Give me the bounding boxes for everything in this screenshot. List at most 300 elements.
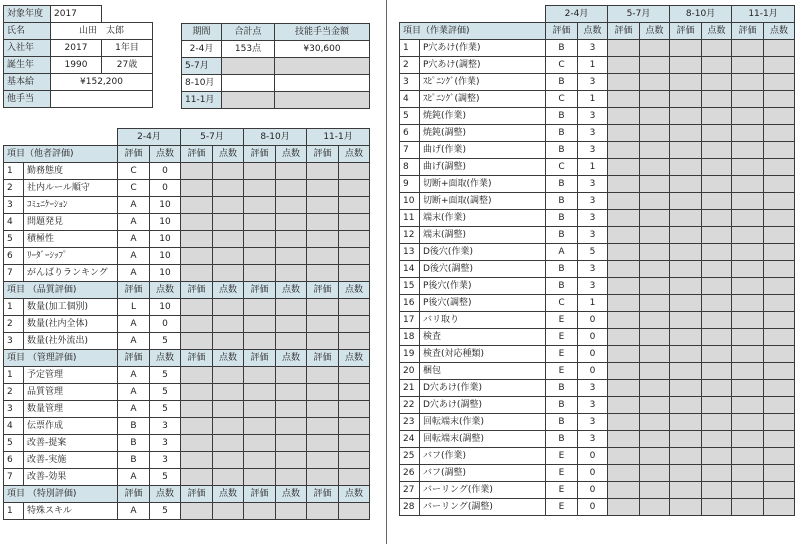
score-value[interactable] xyxy=(640,142,670,159)
score-value[interactable] xyxy=(213,452,244,469)
eval-value[interactable] xyxy=(608,91,640,108)
score-value[interactable]: 3 xyxy=(578,125,608,142)
eval-value[interactable] xyxy=(307,214,339,231)
score-value[interactable] xyxy=(702,74,732,91)
score-value[interactable]: 3 xyxy=(150,452,181,469)
name-value[interactable]: 山田 太郎 xyxy=(51,23,153,40)
eval-value[interactable] xyxy=(181,418,213,435)
score-value[interactable] xyxy=(702,57,732,74)
eval-value[interactable] xyxy=(244,503,276,520)
eval-value[interactable]: B xyxy=(546,380,578,397)
score-value[interactable]: 0 xyxy=(150,180,181,197)
score-value[interactable]: 5 xyxy=(150,401,181,418)
eval-value[interactable] xyxy=(608,176,640,193)
eval-value[interactable] xyxy=(307,248,339,265)
eval-value[interactable]: C xyxy=(546,159,578,176)
score-value[interactable]: 1 xyxy=(578,57,608,74)
eval-value[interactable] xyxy=(670,91,702,108)
score-value[interactable] xyxy=(276,197,307,214)
score-value[interactable] xyxy=(702,363,732,380)
score-value[interactable] xyxy=(339,265,370,282)
eval-value[interactable] xyxy=(732,193,764,210)
score-value[interactable] xyxy=(213,333,244,350)
eval-value[interactable] xyxy=(670,210,702,227)
eval-value[interactable]: C xyxy=(546,295,578,312)
score-value[interactable]: 10 xyxy=(150,231,181,248)
eval-value[interactable]: E xyxy=(546,465,578,482)
eval-value[interactable] xyxy=(732,91,764,108)
eval-value[interactable] xyxy=(670,176,702,193)
score-value[interactable] xyxy=(764,397,795,414)
score-value[interactable] xyxy=(640,176,670,193)
eval-value[interactable]: B xyxy=(546,210,578,227)
score-value[interactable] xyxy=(276,503,307,520)
score-value[interactable]: 10 xyxy=(150,265,181,282)
eval-value[interactable] xyxy=(244,265,276,282)
eval-value[interactable] xyxy=(732,278,764,295)
score-value[interactable] xyxy=(764,431,795,448)
eval-value[interactable]: B xyxy=(546,261,578,278)
year-value[interactable]: 2017 xyxy=(51,6,102,23)
summary-allowance[interactable]: ¥30,600 xyxy=(275,41,370,58)
score-value[interactable] xyxy=(702,91,732,108)
eval-value[interactable]: C xyxy=(118,163,150,180)
score-value[interactable] xyxy=(339,214,370,231)
score-value[interactable] xyxy=(339,180,370,197)
score-value[interactable] xyxy=(764,482,795,499)
score-value[interactable] xyxy=(702,108,732,125)
eval-value[interactable] xyxy=(181,469,213,486)
eval-value[interactable] xyxy=(670,397,702,414)
eval-value[interactable] xyxy=(244,231,276,248)
eval-value[interactable] xyxy=(181,316,213,333)
eval-value[interactable]: A xyxy=(118,248,150,265)
summary-total[interactable] xyxy=(222,58,275,75)
score-value[interactable] xyxy=(640,431,670,448)
score-value[interactable] xyxy=(339,452,370,469)
score-value[interactable] xyxy=(213,435,244,452)
score-value[interactable] xyxy=(640,40,670,57)
eval-value[interactable]: E xyxy=(546,363,578,380)
eval-value[interactable] xyxy=(608,329,640,346)
eval-value[interactable] xyxy=(244,316,276,333)
eval-value[interactable]: E xyxy=(546,346,578,363)
score-value[interactable] xyxy=(276,231,307,248)
score-value[interactable]: 0 xyxy=(578,312,608,329)
eval-value[interactable] xyxy=(608,278,640,295)
summary-total[interactable] xyxy=(222,75,275,92)
score-value[interactable] xyxy=(702,346,732,363)
other-value[interactable] xyxy=(51,91,153,108)
eval-value[interactable]: L xyxy=(118,299,150,316)
score-value[interactable] xyxy=(764,193,795,210)
eval-value[interactable]: A xyxy=(118,316,150,333)
eval-value[interactable] xyxy=(307,316,339,333)
eval-value[interactable]: E xyxy=(546,482,578,499)
score-value[interactable] xyxy=(640,312,670,329)
score-value[interactable]: 3 xyxy=(578,176,608,193)
eval-value[interactable] xyxy=(732,108,764,125)
score-value[interactable] xyxy=(640,499,670,516)
salary-value[interactable]: ¥152,200 xyxy=(51,74,153,91)
summary-allowance[interactable] xyxy=(275,58,370,75)
score-value[interactable]: 5 xyxy=(150,367,181,384)
score-value[interactable] xyxy=(276,418,307,435)
summary-total[interactable] xyxy=(222,92,275,109)
summary-allowance[interactable] xyxy=(275,75,370,92)
score-value[interactable] xyxy=(213,163,244,180)
eval-value[interactable] xyxy=(608,40,640,57)
score-value[interactable] xyxy=(276,316,307,333)
eval-value[interactable]: B xyxy=(118,452,150,469)
score-value[interactable] xyxy=(640,125,670,142)
score-value[interactable] xyxy=(339,316,370,333)
eval-value[interactable]: B xyxy=(546,142,578,159)
eval-value[interactable] xyxy=(244,435,276,452)
eval-value[interactable] xyxy=(608,74,640,91)
score-value[interactable] xyxy=(702,448,732,465)
score-value[interactable]: 3 xyxy=(150,435,181,452)
score-value[interactable] xyxy=(213,316,244,333)
eval-value[interactable] xyxy=(732,431,764,448)
score-value[interactable] xyxy=(764,278,795,295)
score-value[interactable] xyxy=(213,384,244,401)
score-value[interactable] xyxy=(276,248,307,265)
score-value[interactable]: 0 xyxy=(578,499,608,516)
score-value[interactable] xyxy=(640,363,670,380)
eval-value[interactable] xyxy=(307,197,339,214)
score-value[interactable] xyxy=(702,210,732,227)
score-value[interactable] xyxy=(764,346,795,363)
eval-value[interactable] xyxy=(670,329,702,346)
eval-value[interactable] xyxy=(181,503,213,520)
eval-value[interactable] xyxy=(307,469,339,486)
eval-value[interactable] xyxy=(181,180,213,197)
eval-value[interactable] xyxy=(608,57,640,74)
score-value[interactable] xyxy=(276,452,307,469)
score-value[interactable]: 0 xyxy=(578,465,608,482)
eval-value[interactable] xyxy=(608,193,640,210)
eval-value[interactable]: A xyxy=(118,265,150,282)
eval-value[interactable] xyxy=(181,367,213,384)
score-value[interactable] xyxy=(640,397,670,414)
score-value[interactable]: 5 xyxy=(150,503,181,520)
eval-value[interactable] xyxy=(307,163,339,180)
eval-value[interactable] xyxy=(732,312,764,329)
eval-value[interactable] xyxy=(181,163,213,180)
eval-value[interactable] xyxy=(181,214,213,231)
eval-value[interactable]: B xyxy=(546,74,578,91)
score-value[interactable] xyxy=(276,333,307,350)
score-value[interactable] xyxy=(339,384,370,401)
eval-value[interactable]: E xyxy=(546,499,578,516)
eval-value[interactable] xyxy=(307,401,339,418)
eval-value[interactable] xyxy=(307,265,339,282)
score-value[interactable] xyxy=(276,180,307,197)
eval-value[interactable] xyxy=(670,312,702,329)
summary-allowance[interactable] xyxy=(275,92,370,109)
score-value[interactable] xyxy=(764,261,795,278)
eval-value[interactable] xyxy=(244,452,276,469)
score-value[interactable] xyxy=(702,244,732,261)
eval-value[interactable] xyxy=(732,74,764,91)
eval-value[interactable] xyxy=(732,465,764,482)
eval-value[interactable] xyxy=(608,125,640,142)
eval-value[interactable] xyxy=(670,159,702,176)
eval-value[interactable] xyxy=(732,329,764,346)
eval-value[interactable] xyxy=(608,312,640,329)
score-value[interactable] xyxy=(702,176,732,193)
eval-value[interactable] xyxy=(181,384,213,401)
score-value[interactable] xyxy=(702,499,732,516)
eval-value[interactable] xyxy=(181,265,213,282)
score-value[interactable] xyxy=(276,163,307,180)
score-value[interactable] xyxy=(339,231,370,248)
eval-value[interactable] xyxy=(244,384,276,401)
eval-value[interactable] xyxy=(670,227,702,244)
eval-value[interactable] xyxy=(181,333,213,350)
eval-value[interactable] xyxy=(670,465,702,482)
score-value[interactable] xyxy=(702,397,732,414)
eval-value[interactable]: B xyxy=(546,278,578,295)
score-value[interactable]: 5 xyxy=(150,384,181,401)
score-value[interactable] xyxy=(213,503,244,520)
score-value[interactable] xyxy=(640,278,670,295)
score-value[interactable]: 3 xyxy=(578,397,608,414)
eval-value[interactable] xyxy=(608,414,640,431)
eval-value[interactable] xyxy=(608,244,640,261)
eval-value[interactable] xyxy=(732,346,764,363)
eval-value[interactable] xyxy=(307,367,339,384)
score-value[interactable] xyxy=(764,108,795,125)
eval-value[interactable] xyxy=(670,108,702,125)
eval-value[interactable]: E xyxy=(546,312,578,329)
score-value[interactable]: 3 xyxy=(578,40,608,57)
score-value[interactable]: 5 xyxy=(150,469,181,486)
score-value[interactable]: 1 xyxy=(578,91,608,108)
score-value[interactable] xyxy=(702,482,732,499)
eval-value[interactable] xyxy=(670,278,702,295)
score-value[interactable] xyxy=(640,74,670,91)
eval-value[interactable]: A xyxy=(546,244,578,261)
eval-value[interactable] xyxy=(244,401,276,418)
score-value[interactable] xyxy=(764,74,795,91)
score-value[interactable] xyxy=(764,448,795,465)
eval-value[interactable] xyxy=(307,452,339,469)
eval-value[interactable] xyxy=(732,227,764,244)
score-value[interactable] xyxy=(640,91,670,108)
eval-value[interactable] xyxy=(181,248,213,265)
eval-value[interactable] xyxy=(244,367,276,384)
eval-value[interactable]: B xyxy=(546,125,578,142)
score-value[interactable]: 3 xyxy=(150,418,181,435)
score-value[interactable]: 1 xyxy=(578,295,608,312)
eval-value[interactable] xyxy=(608,482,640,499)
score-value[interactable] xyxy=(764,312,795,329)
score-value[interactable] xyxy=(339,333,370,350)
eval-value[interactable] xyxy=(608,346,640,363)
score-value[interactable] xyxy=(640,482,670,499)
eval-value[interactable] xyxy=(181,401,213,418)
score-value[interactable] xyxy=(213,231,244,248)
score-value[interactable]: 3 xyxy=(578,210,608,227)
eval-value[interactable] xyxy=(244,333,276,350)
score-value[interactable]: 3 xyxy=(578,414,608,431)
score-value[interactable]: 3 xyxy=(578,108,608,125)
score-value[interactable] xyxy=(702,278,732,295)
score-value[interactable] xyxy=(640,57,670,74)
eval-value[interactable] xyxy=(307,299,339,316)
eval-value[interactable]: A xyxy=(118,469,150,486)
eval-value[interactable] xyxy=(307,231,339,248)
score-value[interactable] xyxy=(213,469,244,486)
eval-value[interactable] xyxy=(732,57,764,74)
eval-value[interactable] xyxy=(732,414,764,431)
score-value[interactable] xyxy=(276,435,307,452)
eval-value[interactable] xyxy=(732,210,764,227)
score-value[interactable] xyxy=(640,227,670,244)
score-value[interactable] xyxy=(702,125,732,142)
eval-value[interactable]: B xyxy=(118,435,150,452)
eval-value[interactable] xyxy=(732,261,764,278)
eval-value[interactable]: B xyxy=(546,397,578,414)
eval-value[interactable]: A xyxy=(118,333,150,350)
score-value[interactable] xyxy=(702,465,732,482)
eval-value[interactable] xyxy=(608,159,640,176)
eval-value[interactable] xyxy=(732,244,764,261)
eval-value[interactable] xyxy=(307,384,339,401)
eval-value[interactable]: B xyxy=(546,414,578,431)
score-value[interactable] xyxy=(276,384,307,401)
score-value[interactable] xyxy=(640,244,670,261)
eval-value[interactable] xyxy=(732,363,764,380)
eval-value[interactable] xyxy=(244,299,276,316)
score-value[interactable] xyxy=(764,40,795,57)
eval-value[interactable] xyxy=(181,231,213,248)
score-value[interactable] xyxy=(702,261,732,278)
score-value[interactable] xyxy=(276,214,307,231)
eval-value[interactable]: A xyxy=(118,214,150,231)
score-value[interactable] xyxy=(764,176,795,193)
score-value[interactable] xyxy=(764,363,795,380)
eval-value[interactable] xyxy=(732,142,764,159)
eval-value[interactable] xyxy=(670,346,702,363)
score-value[interactable] xyxy=(702,142,732,159)
score-value[interactable] xyxy=(764,465,795,482)
eval-value[interactable]: B xyxy=(546,176,578,193)
eval-value[interactable]: B xyxy=(546,193,578,210)
eval-value[interactable] xyxy=(244,163,276,180)
eval-value[interactable] xyxy=(732,40,764,57)
score-value[interactable] xyxy=(339,418,370,435)
score-value[interactable] xyxy=(764,295,795,312)
eval-value[interactable]: B xyxy=(546,40,578,57)
score-value[interactable] xyxy=(764,244,795,261)
eval-value[interactable] xyxy=(181,452,213,469)
score-value[interactable] xyxy=(764,227,795,244)
score-value[interactable]: 10 xyxy=(150,299,181,316)
score-value[interactable] xyxy=(702,159,732,176)
score-value[interactable] xyxy=(213,180,244,197)
eval-value[interactable]: E xyxy=(546,448,578,465)
eval-value[interactable] xyxy=(670,295,702,312)
eval-value[interactable] xyxy=(244,418,276,435)
eval-value[interactable]: A xyxy=(118,384,150,401)
score-value[interactable] xyxy=(702,193,732,210)
eval-value[interactable]: A xyxy=(118,367,150,384)
score-value[interactable]: 0 xyxy=(578,346,608,363)
eval-value[interactable]: A xyxy=(118,231,150,248)
score-value[interactable] xyxy=(339,367,370,384)
score-value[interactable]: 1 xyxy=(578,159,608,176)
eval-value[interactable] xyxy=(608,380,640,397)
score-value[interactable] xyxy=(276,401,307,418)
score-value[interactable] xyxy=(702,295,732,312)
eval-value[interactable]: B xyxy=(118,418,150,435)
score-value[interactable] xyxy=(213,418,244,435)
eval-value[interactable] xyxy=(670,380,702,397)
eval-value[interactable] xyxy=(181,299,213,316)
score-value[interactable] xyxy=(276,265,307,282)
score-value[interactable] xyxy=(339,197,370,214)
eval-value[interactable] xyxy=(608,397,640,414)
score-value[interactable] xyxy=(764,142,795,159)
score-value[interactable]: 0 xyxy=(150,163,181,180)
eval-value[interactable] xyxy=(732,295,764,312)
eval-value[interactable] xyxy=(670,125,702,142)
eval-value[interactable] xyxy=(732,499,764,516)
score-value[interactable] xyxy=(213,401,244,418)
score-value[interactable] xyxy=(640,448,670,465)
score-value[interactable] xyxy=(213,248,244,265)
eval-value[interactable] xyxy=(608,227,640,244)
join-value[interactable]: 2017 xyxy=(51,40,102,57)
score-value[interactable] xyxy=(640,108,670,125)
score-value[interactable]: 3 xyxy=(578,278,608,295)
eval-value[interactable] xyxy=(608,431,640,448)
eval-value[interactable] xyxy=(670,193,702,210)
eval-value[interactable]: A xyxy=(118,401,150,418)
score-value[interactable]: 0 xyxy=(578,448,608,465)
eval-value[interactable]: B xyxy=(546,108,578,125)
eval-value[interactable] xyxy=(307,180,339,197)
score-value[interactable]: 3 xyxy=(578,142,608,159)
score-value[interactable] xyxy=(764,57,795,74)
score-value[interactable] xyxy=(702,380,732,397)
eval-value[interactable] xyxy=(732,176,764,193)
eval-value[interactable] xyxy=(670,431,702,448)
eval-value[interactable] xyxy=(670,244,702,261)
score-value[interactable] xyxy=(764,499,795,516)
score-value[interactable] xyxy=(276,367,307,384)
eval-value[interactable] xyxy=(181,197,213,214)
score-value[interactable] xyxy=(764,329,795,346)
eval-value[interactable] xyxy=(732,380,764,397)
eval-value[interactable] xyxy=(670,142,702,159)
eval-value[interactable] xyxy=(181,435,213,452)
eval-value[interactable] xyxy=(307,435,339,452)
eval-value[interactable] xyxy=(732,482,764,499)
eval-value[interactable] xyxy=(608,499,640,516)
eval-value[interactable]: E xyxy=(546,329,578,346)
eval-value[interactable] xyxy=(670,363,702,380)
score-value[interactable] xyxy=(640,159,670,176)
birth-value[interactable]: 1990 xyxy=(51,57,102,74)
score-value[interactable] xyxy=(339,163,370,180)
eval-value[interactable]: C xyxy=(546,57,578,74)
score-value[interactable] xyxy=(702,414,732,431)
summary-total[interactable]: 153点 xyxy=(222,41,275,58)
